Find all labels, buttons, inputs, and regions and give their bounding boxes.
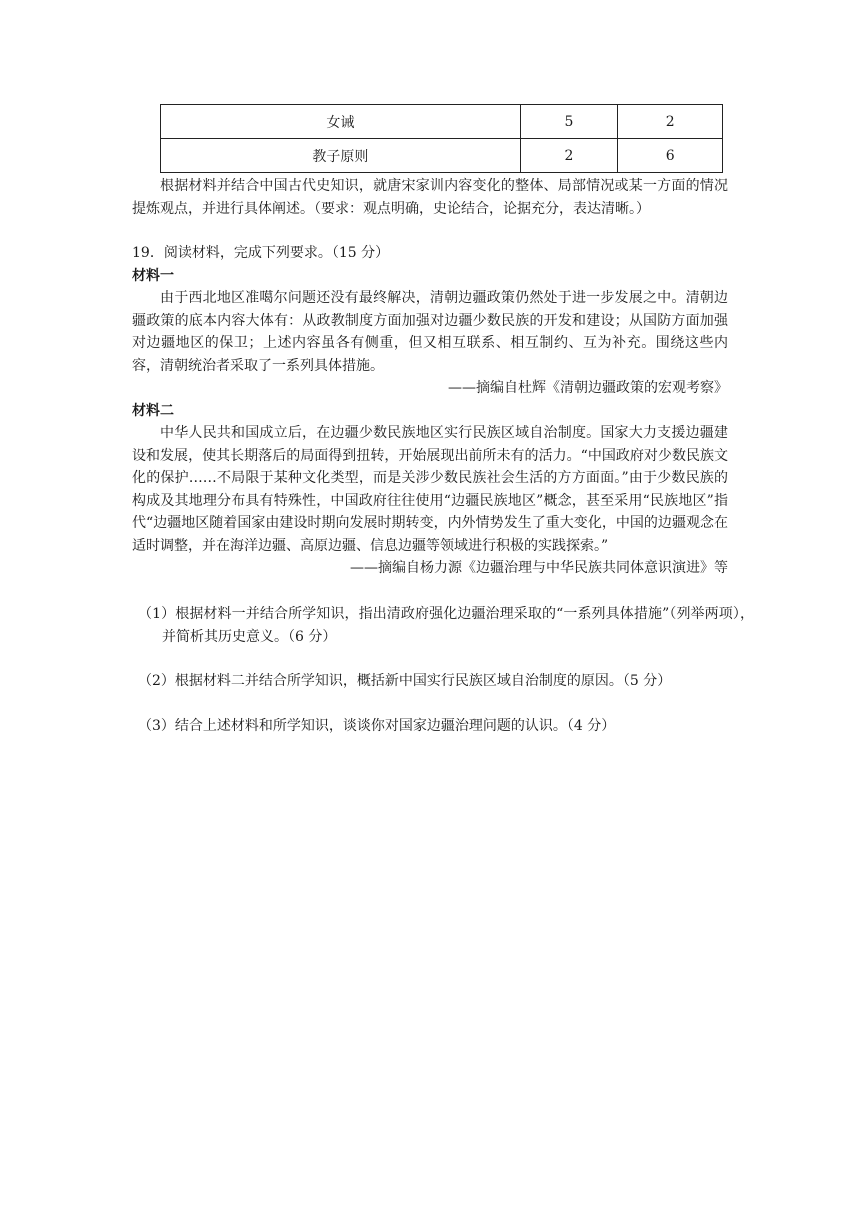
q19-subquestion-2: （2）根据材料二并结合所学知识，概括新中国实行民族区域自治制度的原因。（5 分） — [138, 673, 672, 689]
q19-header: 19．阅读材料，完成下列要求。（15 分） — [132, 245, 390, 261]
material1-heading: 材料一 — [132, 267, 174, 284]
material1-source: ——摘编自杜辉《清朝边疆政策的宏观考察》 — [448, 380, 728, 396]
q19-subquestion-3: （3）结合上述材料和所学知识，谈谈你对国家边疆治理问题的认识。（4 分） — [138, 718, 616, 734]
frequency-table — [160, 104, 723, 173]
q19-block — [132, 242, 728, 580]
table-cell-label: 教子原则 — [161, 139, 521, 173]
material2-heading: 材料二 — [132, 402, 174, 419]
table-cell-value: 5 — [520, 105, 618, 139]
table-row — [161, 139, 723, 173]
material2-source: ——摘编自杨力源《边疆治理与中华民族共同体意识演进》等 — [350, 560, 728, 576]
q18-instruction-block — [132, 175, 728, 220]
table-cell-value: 6 — [618, 139, 723, 173]
q18-instruction: 根据材料并结合中国古代史知识，就唐宋家训内容变化的整体、局部情况或某一方面的情况提炼观点，并进行具体阐述。（要求：观点明确，史论结合，论据充分，表达清晰。） — [132, 178, 728, 217]
table-cell-value: 2 — [618, 105, 723, 139]
material1-text: 由于西北地区准噶尔问题还没有最终解决，清朝边疆政策仍然处于进一步发展之中。清朝边疆政策的底本内容大体有：从政教制度方面加强对边疆少数民族的开发和建设；从国防方面加强对边疆地区的保卫；上述内容虽各有侧重，但又相互联系、相互制约、互为补充。围绕这些内容，清朝统治者采取了一系列具体措施。 — [132, 290, 728, 374]
material2-text: 中华人民共和国成立后，在边疆少数民族地区实行民族区域自治制度。国家大力支援边疆建设和发展，使其长期落后的局面得到扭转，开始展现出前所未有的活力。“中国政府对少数民族文化的保护……不局限于某种文化类型，而是关涉少数民族社会生活的方方面面。”由于少数民族的构成及其地理分布具有特殊性，中国政府往往使用“边疆民族地区”概念，甚至采用“民族地区”指代“边疆地区随着国家由建设时期向发展时期转变，内外情势发生了重大变化，中国的边疆观念在适时调整，并在海洋边疆、高原边疆、信息边疆等领域进行积极的实践探索。” — [132, 425, 728, 554]
table-cell-value: 2 — [520, 139, 618, 173]
table-cell-label: 女诫 — [161, 105, 521, 139]
table-row — [161, 105, 723, 139]
q19-subquestion-1: （1）根据材料一并结合所学知识，指出清政府强化边疆治理采取的“一系列具体措施”（列举两项），并简析其历史意义。（6 分） — [138, 606, 754, 645]
